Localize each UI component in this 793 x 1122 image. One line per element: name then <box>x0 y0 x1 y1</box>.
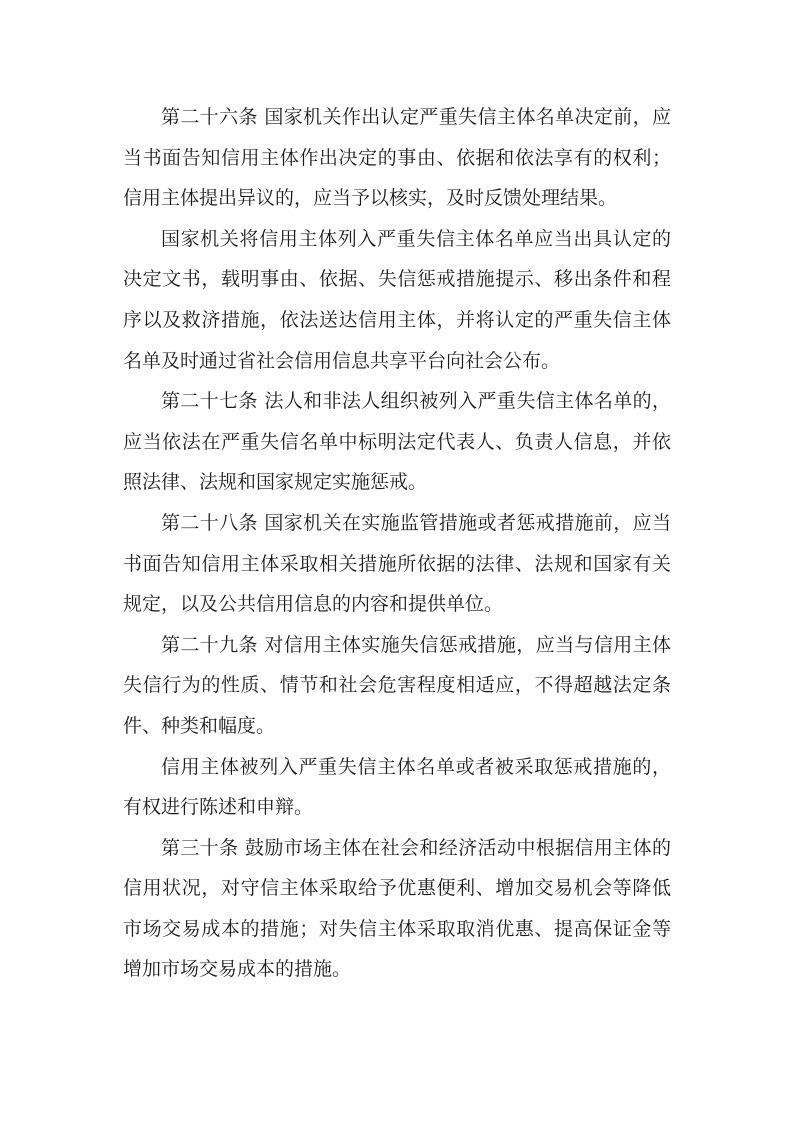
article-27-paragraph: 第二十七条 法人和非法人组织被列入严重失信主体名单的，应当依法在严重失信名单中标明法定代表人、负责人信息，并依照法律、法规和国家规定实施惩戒。 <box>123 390 671 494</box>
article-29-paragraph: 第二十九条 对信用主体实施失信惩戒措施，应当与信用主体失信行为的性质、情节和社会危害程度相适应，不得超越法定条件、种类和幅度。 <box>123 633 671 737</box>
article-29-second-paragraph: 信用主体被列入严重失信主体名单或者被采取惩戒措施的，有权进行陈述和申辩。 <box>123 755 671 819</box>
article-30-paragraph: 第三十条 鼓励市场主体在社会和经济活动中根据信用主体的信用状况，对守信主体采取给予优惠便利、增加交易机会等降低市场交易成本的措施；对失信主体采取取消优惠、提高保证金等增加市场交易成本的措施。 <box>123 836 671 981</box>
article-28-paragraph: 第二十八条 国家机关在实施监管措施或者惩戒措施前，应当书面告知信用主体采取相关措施所依据的法律、法规和国家有关规定，以及公共信用信息的内容和提供单位。 <box>123 511 671 616</box>
document-body <box>123 97 671 990</box>
article-26-paragraph: 第二十六条 国家机关作出认定严重失信主体名单决定前，应当书面告知信用主体作出决定的事由、依据和依法享有的权利；信用主体提出异议的，应当予以核实，及时反馈处理结果。 <box>123 106 671 210</box>
article-26-second-paragraph: 国家机关将信用主体列入严重失信主体名单应当出具认定的决定文书，载明事由、依据、失信惩戒措施提示、移出条件和程序以及救济措施，依法送达信用主体，并将认定的严重失信主体名单及时通过省社会信用信息共享平台向社会公布。 <box>123 227 671 372</box>
